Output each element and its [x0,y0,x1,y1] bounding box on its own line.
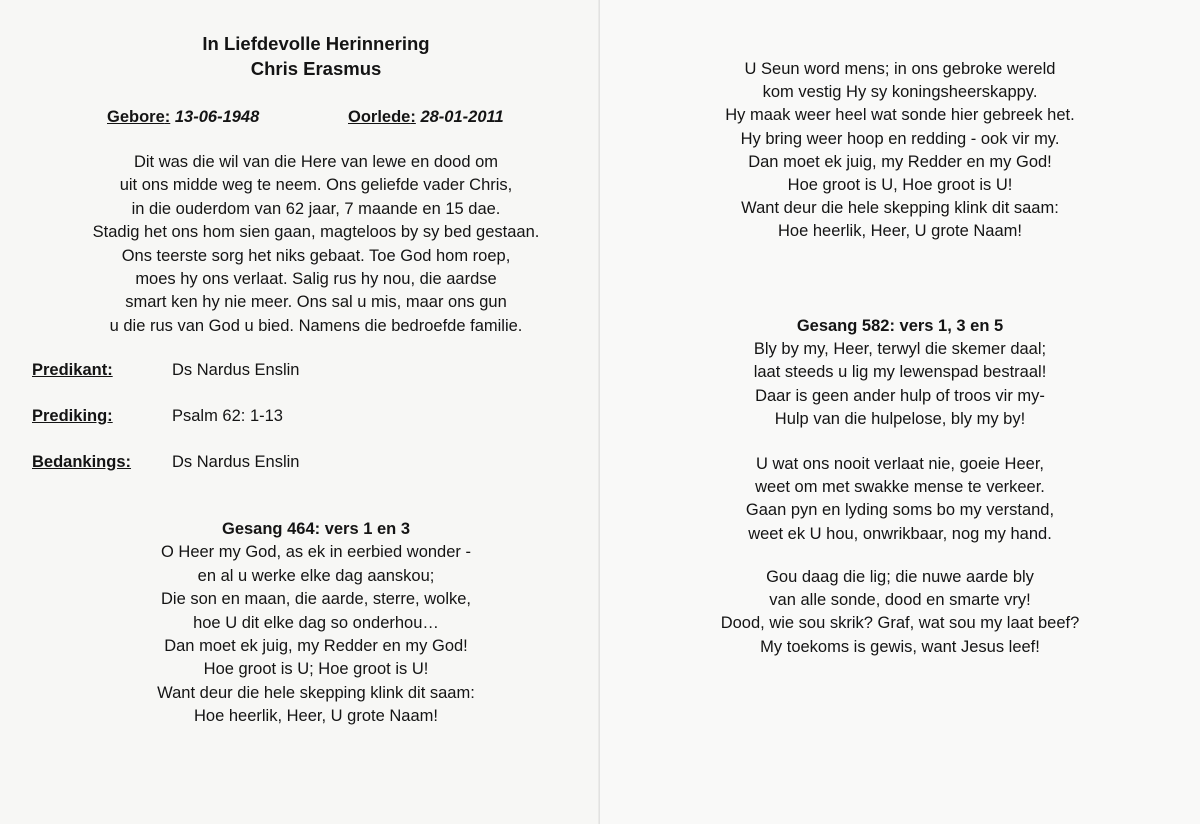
deceased-name: Chris Erasmus [250,58,382,79]
hymn-464-continued [600,58,1200,244]
verse-line: U Seun word mens; in ons gebroke wereld [744,60,1056,78]
hymn-line: Want deur die hele skepping klink dit saam: [157,683,475,702]
tribute-line: Stadig het ons hom sien gaan, magteloos by sy bed gestaan. [92,223,540,242]
service-label: Prediking: [32,407,113,425]
hymn-line: weet om met swakke mense te verkeer. [755,478,1045,497]
hymn-line: U wat ons nooit verlaat nie, goeie Heer, [755,455,1044,473]
hymn-line: en al u werke elke dag aanskou; [197,566,435,585]
tribute-line: smart ken hy nie meer. Ons sal u mis, maar ons gun [125,293,507,312]
hymn-line: Die son en maan, die aarde, sterre, wolke, [161,590,471,609]
hymn-line: Bly by my, Heer, terwyl die skemer daal; [753,340,1047,359]
tribute-line: u die rus van God u bied. Namens die bedroefde familie. [109,316,523,335]
service-row-sermon [32,407,283,426]
tribute-line: uit ons midde weg te neem. Ons geliefde vader Chris, [119,176,513,195]
tribute-line: moes hy ons verlaat. Salig rus hy nou, die aardse [135,270,497,289]
verse-line: Hoe groot is U, Hoe groot is U! [787,176,1013,195]
service-row-minister [32,361,299,380]
born-label: Gebore [107,108,165,126]
hymn-line: Daar is geen ander hulp of troos vir my- [755,386,1045,405]
death-date-line: Oorlede: 28-01-2011 [348,108,504,126]
hymn-line: Hoe heerlik, Heer, U grote Naam! [194,707,438,726]
hymn-line: Gaan pyn en lyding soms bo my verstand, [745,501,1055,520]
service-value: Ds Nardus Enslin [172,453,300,471]
hymn-582-stanza-2 [600,453,1200,546]
tribute-line: in die ouderdom van 62 jaar, 7 maande en 15 dae. [131,199,501,218]
hymn-line: hoe U dit elke dag so onderhou… [193,613,439,632]
right-page [600,0,1200,824]
hymn-line: My toekoms is gewis, want Jesus leef! [760,637,1040,656]
hymn-line: Hulp van die hulpelose, bly my by! [774,409,1026,428]
verse-line: Want deur die hele skepping klink dit saam: [741,199,1059,218]
hymn-line: Gou daag die lig; die nuwe aarde bly [766,568,1034,586]
verse-line: Hoe heerlik, Heer, U grote Naam! [778,222,1022,241]
verse-line: Dan moet ek juig, my Redder en my God! [748,152,1052,171]
service-value: Psalm 62: 1-13 [172,407,283,425]
died-label: Oorlede [348,108,411,126]
verse-line: kom vestig Hy sy koningsheerskappy. [762,83,1038,102]
memorial-heading: In Liefdevolle Herinnering [202,33,430,54]
hymn-line: laat steeds u lig my lewenspad bestraal! [753,363,1047,382]
hymn-line: Dan moet ek juig, my Redder en my God! [164,637,468,656]
service-label: Bedankings: [32,453,132,471]
service-row-thanks [32,453,299,472]
hymn-line: weet ek U hou, onwrikbaar, nog my hand. [748,524,1052,543]
birth-date-line: Gebore: 13-06-1948 [107,108,260,126]
hymn-title: Gesang 582: vers 1, 3 en 5 [796,317,1004,335]
hymn-title: Gesang 464: vers 1 en 3 [221,520,411,538]
hymn-582 [600,315,1200,431]
born-date: 13-06-1948 [174,108,260,126]
service-label: Predikant: [32,361,113,379]
verse-line: Hy bring weer hoop en redding - ook vir my. [740,129,1060,148]
hymn-582-stanza-3 [600,566,1200,659]
verse-line: Hy maak weer heel wat sonde hier gebreek het. [725,106,1075,125]
tribute-paragraph [0,151,632,338]
hymn-464 [0,518,632,729]
hymn-line: Dood, wie sou skrik? Graf, wat sou my laat beef? [720,614,1080,633]
hymn-line: O Heer my God, as ek in eerbied wonder - [161,543,471,562]
hymn-line: van alle sonde, dood en smarte vry! [769,591,1031,610]
tribute-line: Dit was die wil van die Here van lewe en dood om [133,153,499,171]
hymn-line: Hoe groot is U; Hoe groot is U! [203,660,429,679]
tribute-line: Ons teerste sorg het niks gebaat. Toe God hom roep, [121,246,511,265]
died-date: 28-01-2011 [420,108,504,126]
service-value: Ds Nardus Enslin [172,361,300,379]
